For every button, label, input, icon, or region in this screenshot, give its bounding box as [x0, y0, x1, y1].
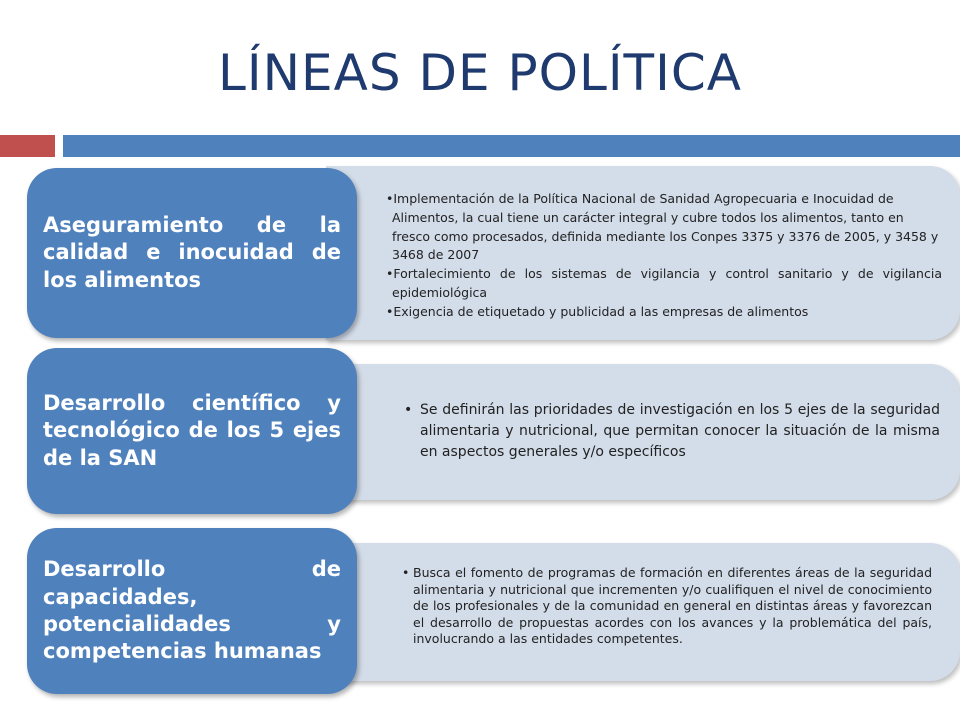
bullet-icon: •	[404, 402, 413, 418]
row-2-bullet-1	[404, 400, 940, 463]
row-3-bullet-list	[402, 565, 932, 648]
row-1-bullet-1-text: Implementación de la Política Nacional de Sanidad Agropecuaria e Inocuidad de Alimentos, la cual tiene un carácter integral y cubre todos los alimentos, tanto en fresco como procesados, definida mediante los Conpes 3375 y 3376 de 2005, y 3458 y 3468 de 2007	[392, 191, 939, 263]
row-1-label: Aseguramiento de la calidad e inocuidad de los alimentos	[43, 213, 341, 292]
title-rule-blue	[63, 135, 960, 157]
row-1-label-box	[27, 168, 357, 338]
row-1-bullet-2: •Fortalecimiento de los sistemas de vigilancia y control sanitario y de vigilancia epidemiológica	[386, 266, 942, 300]
row-2-bullet-1-text: Se definirán las prioridades de investigación en los 5 ejes de la seguridad alimentaria y nutricional, que permitan conocer la situación de la misma en aspectos generales y/o específicos	[420, 402, 940, 460]
row-1-bullet-3-text: Exigencia de etiquetado y publicidad a las empresas de alimentos	[393, 303, 809, 319]
row-2-label-box	[27, 348, 357, 514]
title-rule-red	[0, 135, 55, 157]
slide-title: LÍNEAS DE POLÍTICA	[218, 44, 742, 102]
row-3-bullet-1-text: Busca el fomento de programas de formación en diferentes áreas de la seguridad alimentaria y nutricional que incrementen y/o cualifiquen el nivel de conocimiento de los profesionales y de la comunidad en general en distintas áreas y favorezcan el desarrollo de propuestas acordes con los avances y la problemática del país, involucrando a las entidades competentes.	[413, 565, 932, 646]
row-1-bullet-1: •Implementación de la Política Nacional de Sanidad Agropecuaria e Inocuidad de Alimentos, la cual tiene un carácter integral y cubre todos los alimentos, tanto en fresco como procesados, definida mediante los Conpes 3375 y 3376 de 2005, y 3458 y 3468 de 2007	[386, 191, 939, 263]
row-2-description-panel	[326, 364, 960, 500]
row-3-label-box	[27, 528, 357, 694]
row-3-description-panel	[326, 543, 960, 681]
row-3-bullet-1	[402, 565, 932, 648]
row-3-label: Desarrollo de capacidades, potencialidades y competencias humanas	[43, 557, 341, 664]
row-2-label: Desarrollo científico y tecnológico de los 5 ejes de la SAN	[43, 391, 341, 470]
row-1-description-panel	[326, 166, 960, 340]
bullet-icon: •	[402, 565, 410, 580]
row-1-bullet-3: •Exigencia de etiquetado y publicidad a las empresas de alimentos	[386, 303, 809, 319]
row-2-bullet-list	[404, 400, 940, 463]
row-1-bullet-2-text: Fortalecimiento de los sistemas de vigilancia y control sanitario y de vigilancia epidemiológica	[392, 266, 942, 300]
row-1-bullet-list	[386, 190, 942, 321]
